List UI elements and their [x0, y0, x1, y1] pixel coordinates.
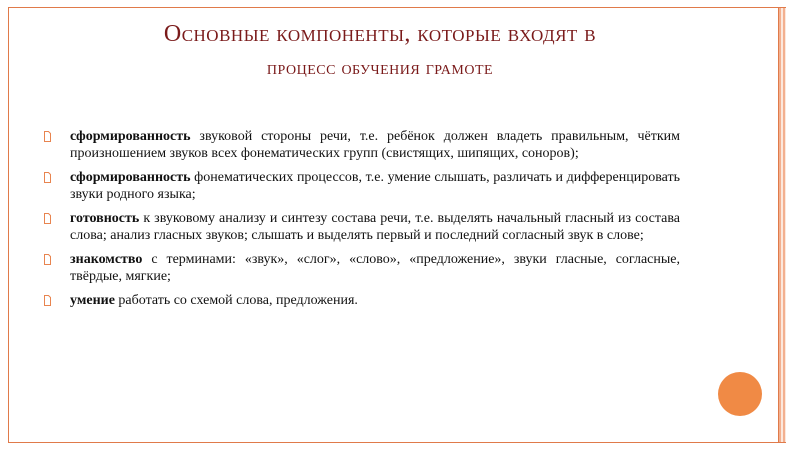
item-term: знакомство — [70, 252, 143, 267]
item-term: сформированность — [70, 170, 191, 185]
item-term: готовность — [70, 211, 140, 226]
page-bullet-icon — [44, 295, 51, 306]
decorative-stripe-bar — [778, 8, 786, 442]
list-item — [40, 169, 680, 203]
item-text: фонематических процессов, т.е. умение слышать, различать и дифференцировать звуки родного языка; — [70, 170, 680, 202]
list-item — [40, 128, 680, 162]
page-bullet-icon — [44, 213, 51, 224]
title-line-2: процесс обучения грамоте — [266, 57, 494, 79]
list-item — [40, 292, 680, 309]
list-item — [40, 210, 680, 244]
decorative-circle — [718, 372, 762, 416]
title-line-1: Основные компоненты, которые входят в — [163, 21, 597, 47]
page-bullet-icon — [44, 254, 51, 265]
page-bullet-icon — [44, 131, 51, 142]
bullet-list — [40, 128, 680, 316]
item-text: работать со схемой слова, предложения. — [114, 293, 358, 308]
list-item — [40, 251, 680, 285]
page-bullet-icon — [44, 172, 51, 183]
item-text: звуковой стороны речи, т.е. ребёнок должен владеть правильным, чётким произношением звуков всех фонематических групп (свистящих, шипящих, соноров); — [70, 129, 680, 161]
item-text: с терминами: «звук», «слог», «слово», «предложение», звуки гласные, согласные, твёрдые, мягкие; — [70, 252, 680, 284]
item-text: к звуковому анализу и синтезу состава речи, т.е. выделять начальный гласный из состава слова; анализ гласных звуков; слышать и выделять первый и последний согласный звук в слове; — [70, 211, 680, 243]
item-term: умение — [70, 293, 115, 308]
slide-title — [60, 18, 700, 86]
item-term: сформированность — [70, 129, 191, 144]
